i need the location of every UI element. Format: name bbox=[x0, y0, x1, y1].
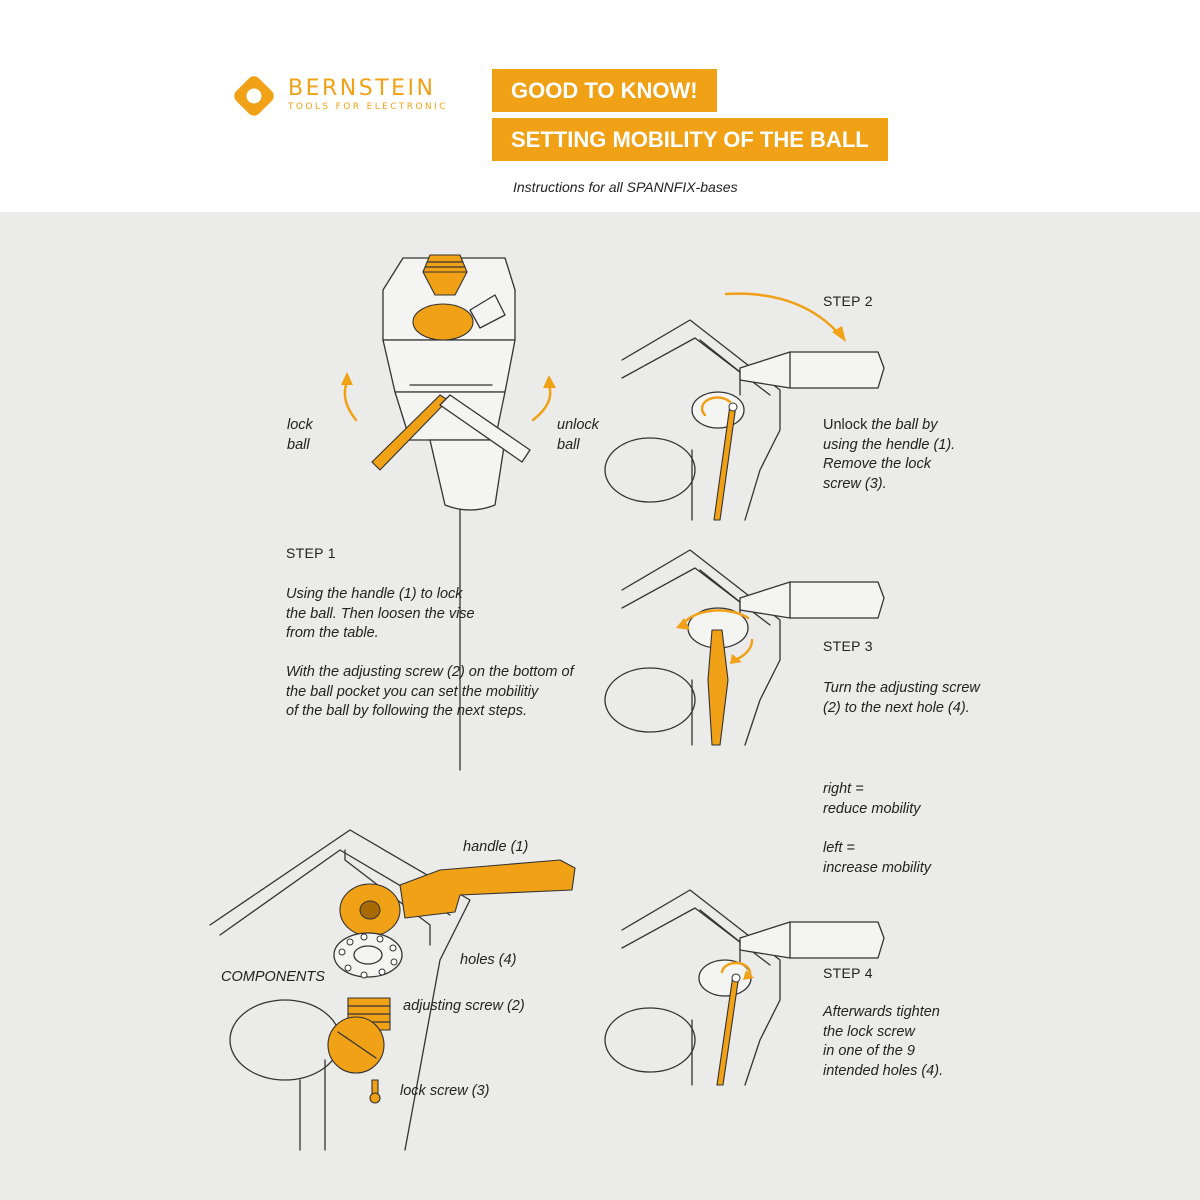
left-increase-label: left = increase mobility bbox=[823, 840, 931, 876]
unlock-ball-label: unlock ball bbox=[557, 417, 599, 453]
components-title: COMPONENTS bbox=[221, 969, 325, 985]
step4-text: Afterwards tighten the lock screw in one of the 9 intended holes (4). bbox=[823, 1004, 944, 1079]
good-to-know-banner: GOOD TO KNOW! bbox=[492, 69, 717, 112]
step2-body: the ball by using the hendle (1). Remove the lock screw (3). bbox=[823, 417, 956, 492]
step3-title: STEP 3 bbox=[823, 638, 873, 654]
step1-title: STEP 1 bbox=[286, 545, 336, 561]
lock-ball-label: lock ball bbox=[287, 417, 313, 453]
step4-title: STEP 4 bbox=[823, 965, 873, 981]
right-reduce-label: right = reduce mobility bbox=[823, 781, 921, 817]
title-banner: SETTING MOBILITY OF THE BALL bbox=[492, 118, 888, 161]
step2-text bbox=[823, 416, 955, 494]
step1-para1: Using the handle (1) to lock the ball. Then loosen the vise from the table. bbox=[286, 586, 475, 641]
adjusting-screw-label: adjusting screw (2) bbox=[403, 998, 525, 1014]
brand-name: BERNSTEIN bbox=[288, 76, 436, 101]
step3-text: Turn the adjusting screw (2) to the next hole (4). bbox=[823, 680, 980, 716]
components-illustration bbox=[210, 830, 575, 1150]
step1-para2: With the adjusting screw (2) on the bottom of the ball pocket you can set the mobilitiy of the ball by following the next steps. bbox=[286, 664, 574, 719]
brand-tagline: TOOLS FOR ELECTRONIC bbox=[288, 102, 448, 112]
handle-label: handle (1) bbox=[463, 839, 529, 855]
step2-title: STEP 2 bbox=[823, 293, 873, 309]
step2-lead: Unlock bbox=[823, 417, 868, 433]
holes-label: holes (4) bbox=[460, 952, 517, 968]
lock-screw-label: lock screw (3) bbox=[400, 1083, 490, 1099]
subtitle: Instructions for all SPANNFIX-bases bbox=[513, 179, 738, 195]
